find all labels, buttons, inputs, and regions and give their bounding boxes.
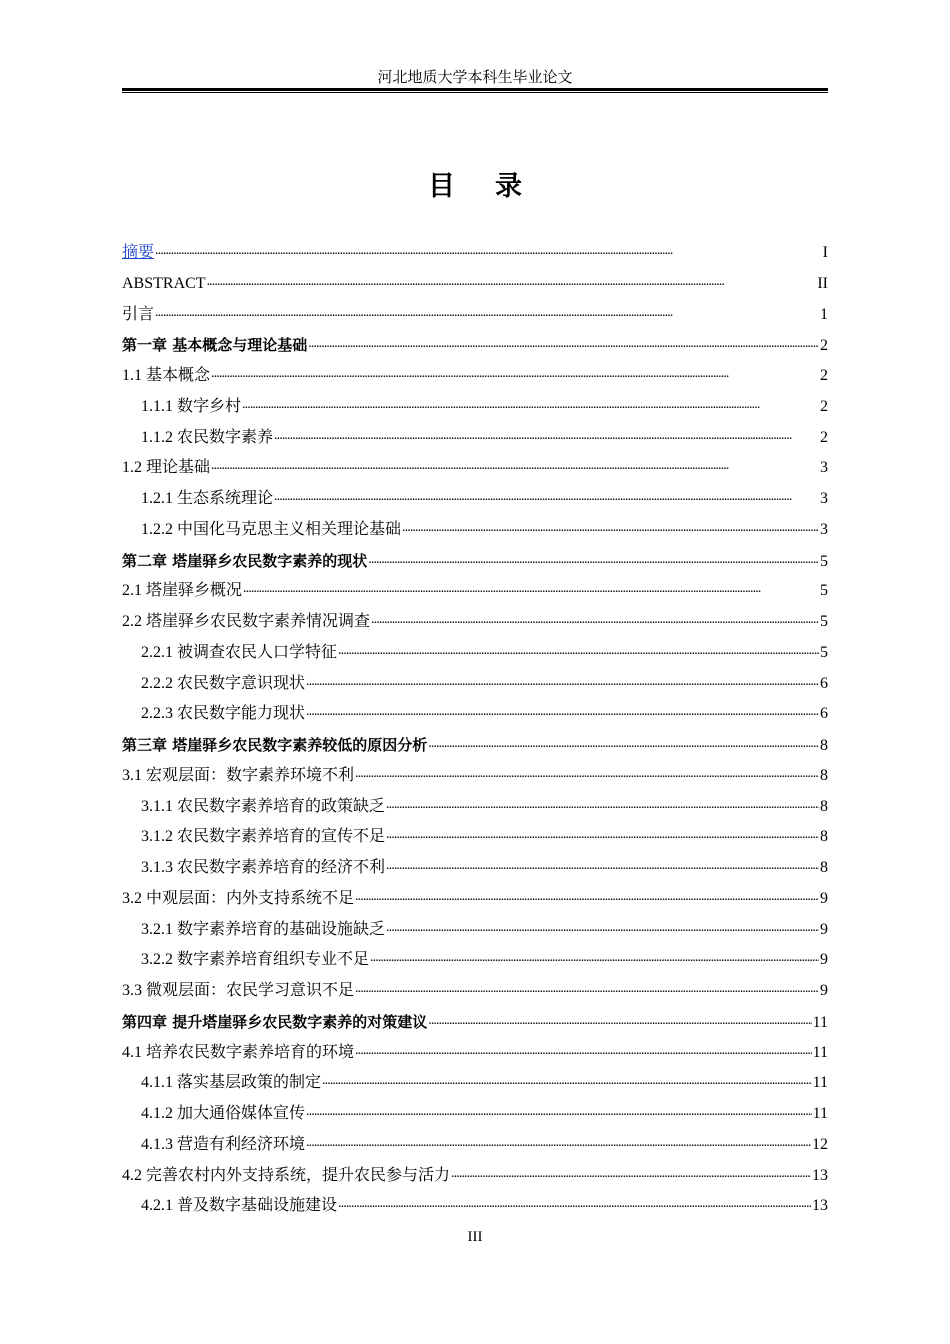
toc-entry[interactable]	[122, 669, 828, 700]
toc-leader-dots	[355, 981, 819, 995]
page-header: 河北地质大学本科生毕业论文	[377, 70, 573, 86]
toc-entry-page: 3	[820, 490, 828, 507]
toc-entry[interactable]	[122, 1007, 828, 1038]
toc-title: 目录	[428, 171, 562, 202]
toc-entry-page: 5	[820, 552, 828, 570]
toc-leader-dots	[306, 704, 819, 718]
header-rule-thin	[122, 92, 828, 93]
toc-entry-page: 2	[820, 397, 828, 415]
toc-entry-text[interactable]: 2.2.1 被调查农民人口学特征	[141, 643, 338, 661]
toc-leader-dots	[322, 1073, 812, 1087]
toc-entry-page: 13	[812, 1166, 828, 1184]
toc-entry-text[interactable]: 2.2.2 农民数字意识现状	[141, 674, 306, 692]
toc-leader-dots	[211, 366, 819, 380]
toc-entry-page: 9	[820, 951, 828, 969]
toc-entry-text[interactable]: 第一章 基本概念与理论基础	[122, 336, 308, 355]
toc-entry[interactable]	[122, 576, 828, 607]
toc-entry-text[interactable]: 1.2 理论基础	[122, 459, 211, 477]
toc-entry-page: 6	[820, 705, 828, 723]
toc-entry-text[interactable]: 2.2.3 农民数字能力现状	[141, 705, 306, 723]
toc-entry-text[interactable]: 3.1 宏观层面：数字素养环境不利	[122, 766, 355, 784]
toc-entry-text[interactable]: 3.3 微观层面：农民学习意识不足	[122, 982, 355, 999]
toc-entry[interactable]	[122, 638, 828, 669]
toc-entry[interactable]	[122, 546, 828, 577]
toc-leader-dots	[306, 674, 819, 688]
toc-entry-text[interactable]: 3.2.1 数字素养培育的基础设施缺乏	[141, 920, 386, 938]
toc-entry-page: II	[817, 274, 828, 292]
toc-entry-page: 9	[820, 920, 828, 938]
toc-entry[interactable]	[122, 1191, 828, 1222]
toc-entry-page: 5	[820, 613, 828, 630]
toc-entry-page: 3	[820, 520, 828, 538]
toc-entry-text[interactable]: 1.1.2 农民数字素养	[141, 428, 274, 446]
toc-leader-dots	[274, 428, 819, 442]
toc-entry-page: 11	[812, 1074, 828, 1092]
toc-entry-page: I	[822, 244, 828, 261]
toc-entry-page: 13	[812, 1197, 828, 1215]
toc-entry[interactable]	[122, 853, 828, 884]
toc-entry-text[interactable]: 第三章 塔崖驿乡农民数字素养较低的原因分析	[122, 736, 428, 754]
toc-leader-dots	[274, 489, 819, 503]
toc-entry-text[interactable]: 3.1.1 农民数字素养培育的政策缺乏	[141, 797, 386, 815]
toc-entry[interactable]	[122, 699, 828, 730]
toc-entry-text[interactable]: 第四章 提升塔崖驿乡农民数字素养的对策建议	[122, 1012, 428, 1031]
toc-entry[interactable]	[122, 884, 828, 915]
toc-entry-text[interactable]: 引言	[122, 305, 155, 323]
table-of-contents	[122, 238, 828, 1222]
toc-entry-page: 11	[812, 1105, 828, 1122]
toc-entry[interactable]	[122, 515, 828, 546]
toc-entry[interactable]	[122, 976, 828, 1007]
toc-entry-text[interactable]: 1.1.1 数字乡村	[141, 397, 242, 415]
toc-entry-text[interactable]: 3.2 中观层面：内外支持系统不足	[122, 889, 355, 907]
page-number: III	[467, 1229, 483, 1245]
toc-entry-text[interactable]: 4.2.1 普及数字基础设施建设	[141, 1197, 338, 1215]
toc-entry-page: 12	[812, 1135, 828, 1153]
toc-entry-page: 8	[820, 797, 828, 815]
toc-leader-dots	[370, 950, 819, 964]
toc-leader-dots	[308, 336, 819, 350]
header-rule	[122, 88, 828, 91]
toc-leader-dots	[211, 458, 819, 472]
toc-entry-text[interactable]: 4.1.1 落实基层政策的制定	[141, 1074, 322, 1092]
toc-entry-text[interactable]: 1.2.1 生态系统理论	[141, 490, 274, 507]
toc-leader-dots	[243, 581, 819, 595]
toc-entry-text[interactable]: ABSTRACT	[122, 274, 206, 292]
toc-entry-page: 8	[820, 859, 828, 876]
toc-entry-page: 9	[820, 889, 828, 907]
toc-leader-dots	[306, 1135, 811, 1149]
toc-entry[interactable]	[122, 945, 828, 976]
toc-leader-dots	[402, 520, 819, 534]
toc-leader-dots	[155, 305, 819, 319]
toc-leader-dots	[207, 274, 817, 288]
toc-leader-dots	[242, 397, 819, 411]
toc-entry-text[interactable]: 3.1.2 农民数字素养培育的宣传不足	[141, 828, 386, 846]
toc-leader-dots	[428, 1013, 811, 1027]
toc-leader-dots	[306, 1104, 812, 1118]
toc-entry-text[interactable]: 3.2.2 数字素养培育组织专业不足	[141, 951, 370, 969]
toc-entry-page: 8	[820, 737, 828, 754]
toc-entry-text[interactable]: 4.2 完善农村内外支持系统，提升农民参与活力	[122, 1166, 451, 1184]
toc-entry-page: 9	[820, 982, 828, 999]
toc-entry-page: 2	[820, 367, 828, 384]
toc-entry[interactable]	[122, 1068, 828, 1099]
toc-entry[interactable]	[122, 330, 828, 361]
toc-entry[interactable]	[122, 238, 828, 269]
toc-entry-page: 8	[820, 828, 828, 846]
toc-leader-dots	[338, 1196, 811, 1210]
toc-leader-dots	[355, 766, 819, 780]
toc-entry-text[interactable]: 1.2.2 中国化马克思主义相关理论基础	[141, 520, 402, 538]
toc-leader-dots	[371, 612, 819, 626]
toc-entry[interactable]	[122, 1130, 828, 1161]
toc-entry-text[interactable]: 3.1.3 农民数字素养培育的经济不利	[141, 859, 386, 876]
toc-entry[interactable]	[122, 730, 828, 761]
toc-leader-dots	[451, 1166, 811, 1180]
toc-entry-text[interactable]: 4.1 培养农民数字素养培育的环境	[122, 1043, 355, 1061]
toc-leader-dots	[368, 552, 819, 566]
toc-entry-page: 11	[812, 1013, 828, 1031]
toc-leader-dots	[386, 797, 819, 811]
toc-entry[interactable]	[122, 361, 828, 392]
toc-entry[interactable]	[122, 761, 828, 792]
toc-entry-text[interactable]: 摘要	[122, 244, 155, 261]
toc-entry[interactable]	[122, 1038, 828, 1069]
toc-entry[interactable]	[122, 915, 828, 946]
toc-leader-dots	[338, 643, 819, 657]
toc-entry-page: 5	[820, 643, 828, 661]
toc-entry[interactable]	[122, 607, 828, 638]
toc-entry-text[interactable]: 4.1.2 加大通俗媒体宣传	[141, 1105, 306, 1122]
toc-leader-dots	[428, 736, 819, 750]
toc-entry[interactable]	[122, 1161, 828, 1192]
toc-entry-page: 5	[820, 582, 828, 600]
toc-leader-dots	[386, 858, 819, 872]
toc-leader-dots	[386, 920, 819, 934]
toc-entry[interactable]	[122, 1099, 828, 1130]
toc-entry[interactable]	[122, 453, 828, 484]
toc-entry-page: 2	[820, 337, 828, 355]
toc-leader-dots	[386, 827, 819, 841]
toc-entry[interactable]	[122, 392, 828, 423]
toc-entry[interactable]	[122, 792, 828, 823]
toc-entry-page: 3	[820, 459, 828, 477]
toc-entry[interactable]	[122, 822, 828, 853]
toc-entry-text[interactable]: 2.2 塔崖驿乡农民数字素养情况调查	[122, 613, 371, 630]
toc-entry[interactable]	[122, 269, 828, 300]
toc-entry-text[interactable]: 2.1 塔崖驿乡概况	[122, 582, 243, 600]
toc-entry-text[interactable]: 第二章 塔崖驿乡农民数字素养的现状	[122, 551, 368, 570]
toc-entry-page: 8	[820, 766, 828, 784]
toc-entry-page: 2	[820, 428, 828, 446]
toc-entry-text[interactable]: 4.1.3 营造有利经济环境	[141, 1135, 306, 1153]
toc-entry[interactable]	[122, 300, 828, 331]
toc-entry-text[interactable]: 1.1 基本概念	[122, 367, 211, 384]
toc-leader-dots	[155, 243, 822, 257]
toc-leader-dots	[355, 889, 819, 903]
toc-leader-dots	[355, 1043, 812, 1057]
toc-entry[interactable]	[122, 484, 828, 515]
toc-entry[interactable]	[122, 423, 828, 454]
toc-entry-page: 11	[812, 1043, 828, 1061]
toc-entry-page: 1	[820, 305, 828, 323]
toc-entry-page: 6	[820, 674, 828, 692]
